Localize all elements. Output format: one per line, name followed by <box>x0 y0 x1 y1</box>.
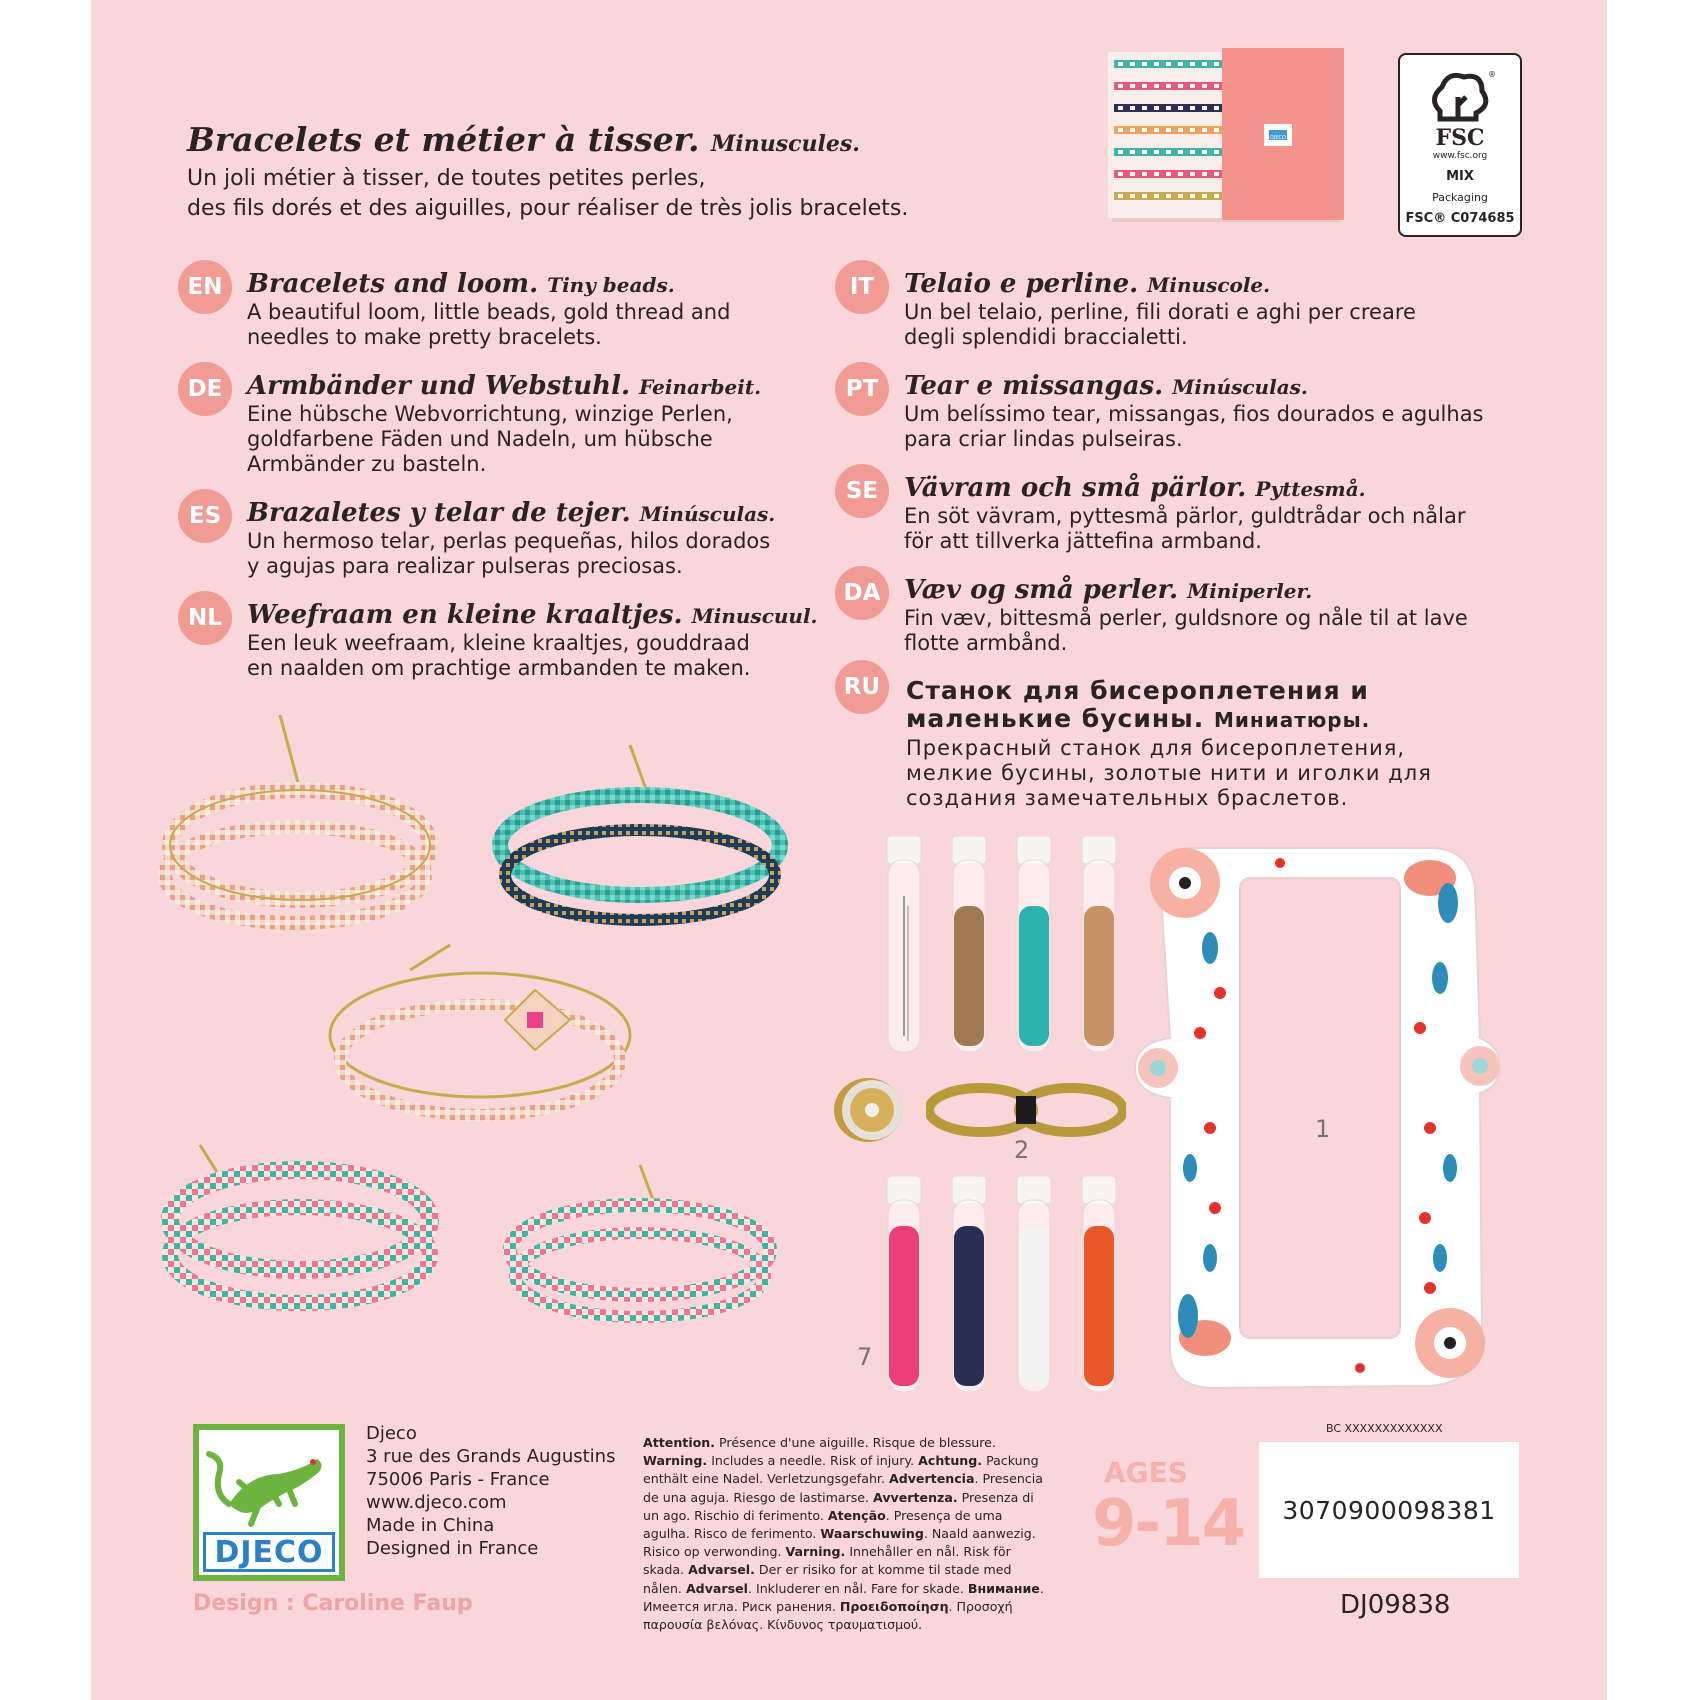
design-credit: Design : Caroline Faup <box>193 1591 473 1616</box>
lang-badge-da: DA <box>835 566 889 620</box>
bead-tube-bottom-4 <box>1080 1176 1118 1394</box>
djeco-logo-text: DJECO <box>203 1532 335 1572</box>
lang-badge-nl: NL <box>178 591 232 645</box>
label-tubes: 7 <box>857 1343 873 1371</box>
bead-tube-top-3 <box>1015 836 1053 1054</box>
bead-tube-bottom-1 <box>885 1176 923 1394</box>
fsc-label <box>1398 53 1522 237</box>
fsc-brand: FSC <box>1435 125 1485 151</box>
lang-badge-de: DE <box>178 362 232 416</box>
lang-title-nl: Weefraam en kleine kraaltjes. Minuscuul. <box>247 600 818 630</box>
lang-title-se: Vävram och små pärlor. Pyttesmå. <box>904 473 1366 503</box>
company-address: Djeco 3 rue des Grands Augustins 75006 Paris - France www.djeco.com Made in China Designed in France <box>366 1423 616 1559</box>
djeco-logo <box>193 1424 345 1581</box>
lang-badge-ru: RU <box>835 660 889 714</box>
ages-range: 9-14 <box>1092 1487 1245 1561</box>
bracelet-mixed-left <box>170 1145 430 1303</box>
product-code: DJ09838 <box>1340 1590 1451 1620</box>
main-title: Bracelets et métier à tisser. Minuscules. <box>187 120 860 159</box>
barcode-number: 3070900098381 <box>1282 1496 1496 1525</box>
bead-tube-bottom-2 <box>950 1176 988 1394</box>
lang-badge-es: ES <box>178 489 232 543</box>
svg-text:DJECO: DJECO <box>1270 135 1286 141</box>
bead-tube-top-2 <box>950 836 988 1054</box>
lang-badge-se: SE <box>835 464 889 518</box>
label-thread: 2 <box>1014 1136 1030 1164</box>
barcode-box <box>1259 1442 1519 1578</box>
lang-title-pt: Tear e missangas. Minúsculas. <box>904 371 1308 401</box>
lang-body-de: Eine hübsche Webvorrichtung, winzige Perlen, goldfarbene Fäden und Nadeln, um hübsche Armbänder zu basteln. <box>247 402 733 476</box>
gold-thread-skein <box>926 1080 1126 1140</box>
gold-spool <box>828 1075 908 1145</box>
lang-body-es: Un hermoso telar, perlas pequeñas, hilos dorados y agujas para realizar pulseras preciosas. <box>247 529 771 578</box>
lang-title-da: Væv og små perler. Miniperler. <box>904 575 1313 605</box>
bead-tube-top-4 <box>1080 836 1118 1054</box>
lang-title-en: Bracelets and loom. Tiny beads. <box>247 269 675 299</box>
bracelet-diamond <box>330 945 630 1115</box>
gecko-icon <box>199 1434 339 1534</box>
intro-text: Un joli métier à tisser, de toutes petites perles, des fils dorés et des aiguilles, pour réaliser de très jolis bracelets. <box>187 166 909 221</box>
lang-title-de: Armbänder und Webstuhl. Feinarbeit. <box>247 371 762 401</box>
lang-badge-it: IT <box>835 260 889 314</box>
label-loom: 1 <box>1315 1115 1331 1143</box>
lang-body-se: En söt vävram, pyttesmå pärlor, guldtrådar och nålar för att tillverka jättefina armband. <box>904 504 1466 553</box>
main-title-sub: Minuscules. <box>711 131 860 157</box>
lang-body-pt: Um belíssimo tear, missangas, fios dourados e agulhas para criar lindas pulseiras. <box>904 402 1484 451</box>
fsc-code: FSC® C074685 <box>1405 211 1515 226</box>
lang-badge-en: EN <box>178 260 232 314</box>
bracelet-teal <box>500 745 780 920</box>
lang-title-es: Brazaletes y telar de tejer. Minúsculas. <box>247 498 776 528</box>
lang-title-ru: Станок для бисероплетения и маленькие бусины. Миниатюры. <box>906 676 1371 733</box>
ages-label: AGES <box>1104 1456 1188 1489</box>
svg-text:®: ® <box>1488 70 1496 79</box>
safety-warning: Attention. Présence d'une aiguille. Risque de blessure. Warning. Includes a needle. Risk of injury. Achtung. Packung enthält eine Nadel. Verletzungsgefahr. Advertencia. Presencia de una aguja. Riesgo de lastimarse. Avvertenza. Presenza di un ago. Rischio di ferimento. Atenção. Presença de uma agulha. Risco de ferimento. Waarschuwing. Naald aanwezig. Risico op verwonding. Varning. Innehåller en nål. Risk för skada. Advarsel. Der er risiko for at komme til stade med nålen. Advarsel. Inkluderer en nål. Fare for skade. Внимание. Имеется игла. Риск ранения. Προειδοποίηση. Προσοχή παρουσία βελόνας. Κίνδυνος τραυματισμού. <box>643 1435 1044 1633</box>
lang-body-en: A beautiful loom, little beads, gold thread and needles to make pretty bracelets. <box>247 300 731 349</box>
lang-body-nl: Een leuk weefraam, kleine kraaltjes, gouddraad en naalden om prachtige armbanden te maken. <box>247 631 751 680</box>
bracelet-pink <box>165 715 430 923</box>
lang-title-it: Telaio e perline. Minuscole. <box>904 269 1271 299</box>
lang-badge-pt: PT <box>835 362 889 416</box>
lang-body-ru: Прекрасный станок для бисероплетения, мелкие бусины, золотые нити и иголки для создания замечательных браслетов. <box>906 736 1432 810</box>
fsc-url: www.fsc.org <box>1432 151 1488 161</box>
lang-body-da: Fin væv, bittesmå perler, guldsnore og nåle til at lave flotte armbånd. <box>904 606 1468 655</box>
bracelet-mixed-right <box>510 1165 770 1317</box>
fsc-mix: MIX <box>1446 169 1474 184</box>
fsc-tree-icon <box>1400 61 1520 131</box>
fsc-packaging: Packaging <box>1432 191 1488 204</box>
bc-label: BC XXXXXXXXXXXXX <box>1326 1422 1443 1435</box>
bracelets-photo <box>150 715 850 1375</box>
pattern-booklet <box>1104 48 1344 226</box>
lang-body-it: Un bel telaio, perline, fili dorati e aghi per creare degli splendidi braccialetti. <box>904 300 1416 349</box>
bead-tube-bottom-3 <box>1015 1176 1053 1394</box>
bead-tube-top-1 <box>885 836 923 1054</box>
